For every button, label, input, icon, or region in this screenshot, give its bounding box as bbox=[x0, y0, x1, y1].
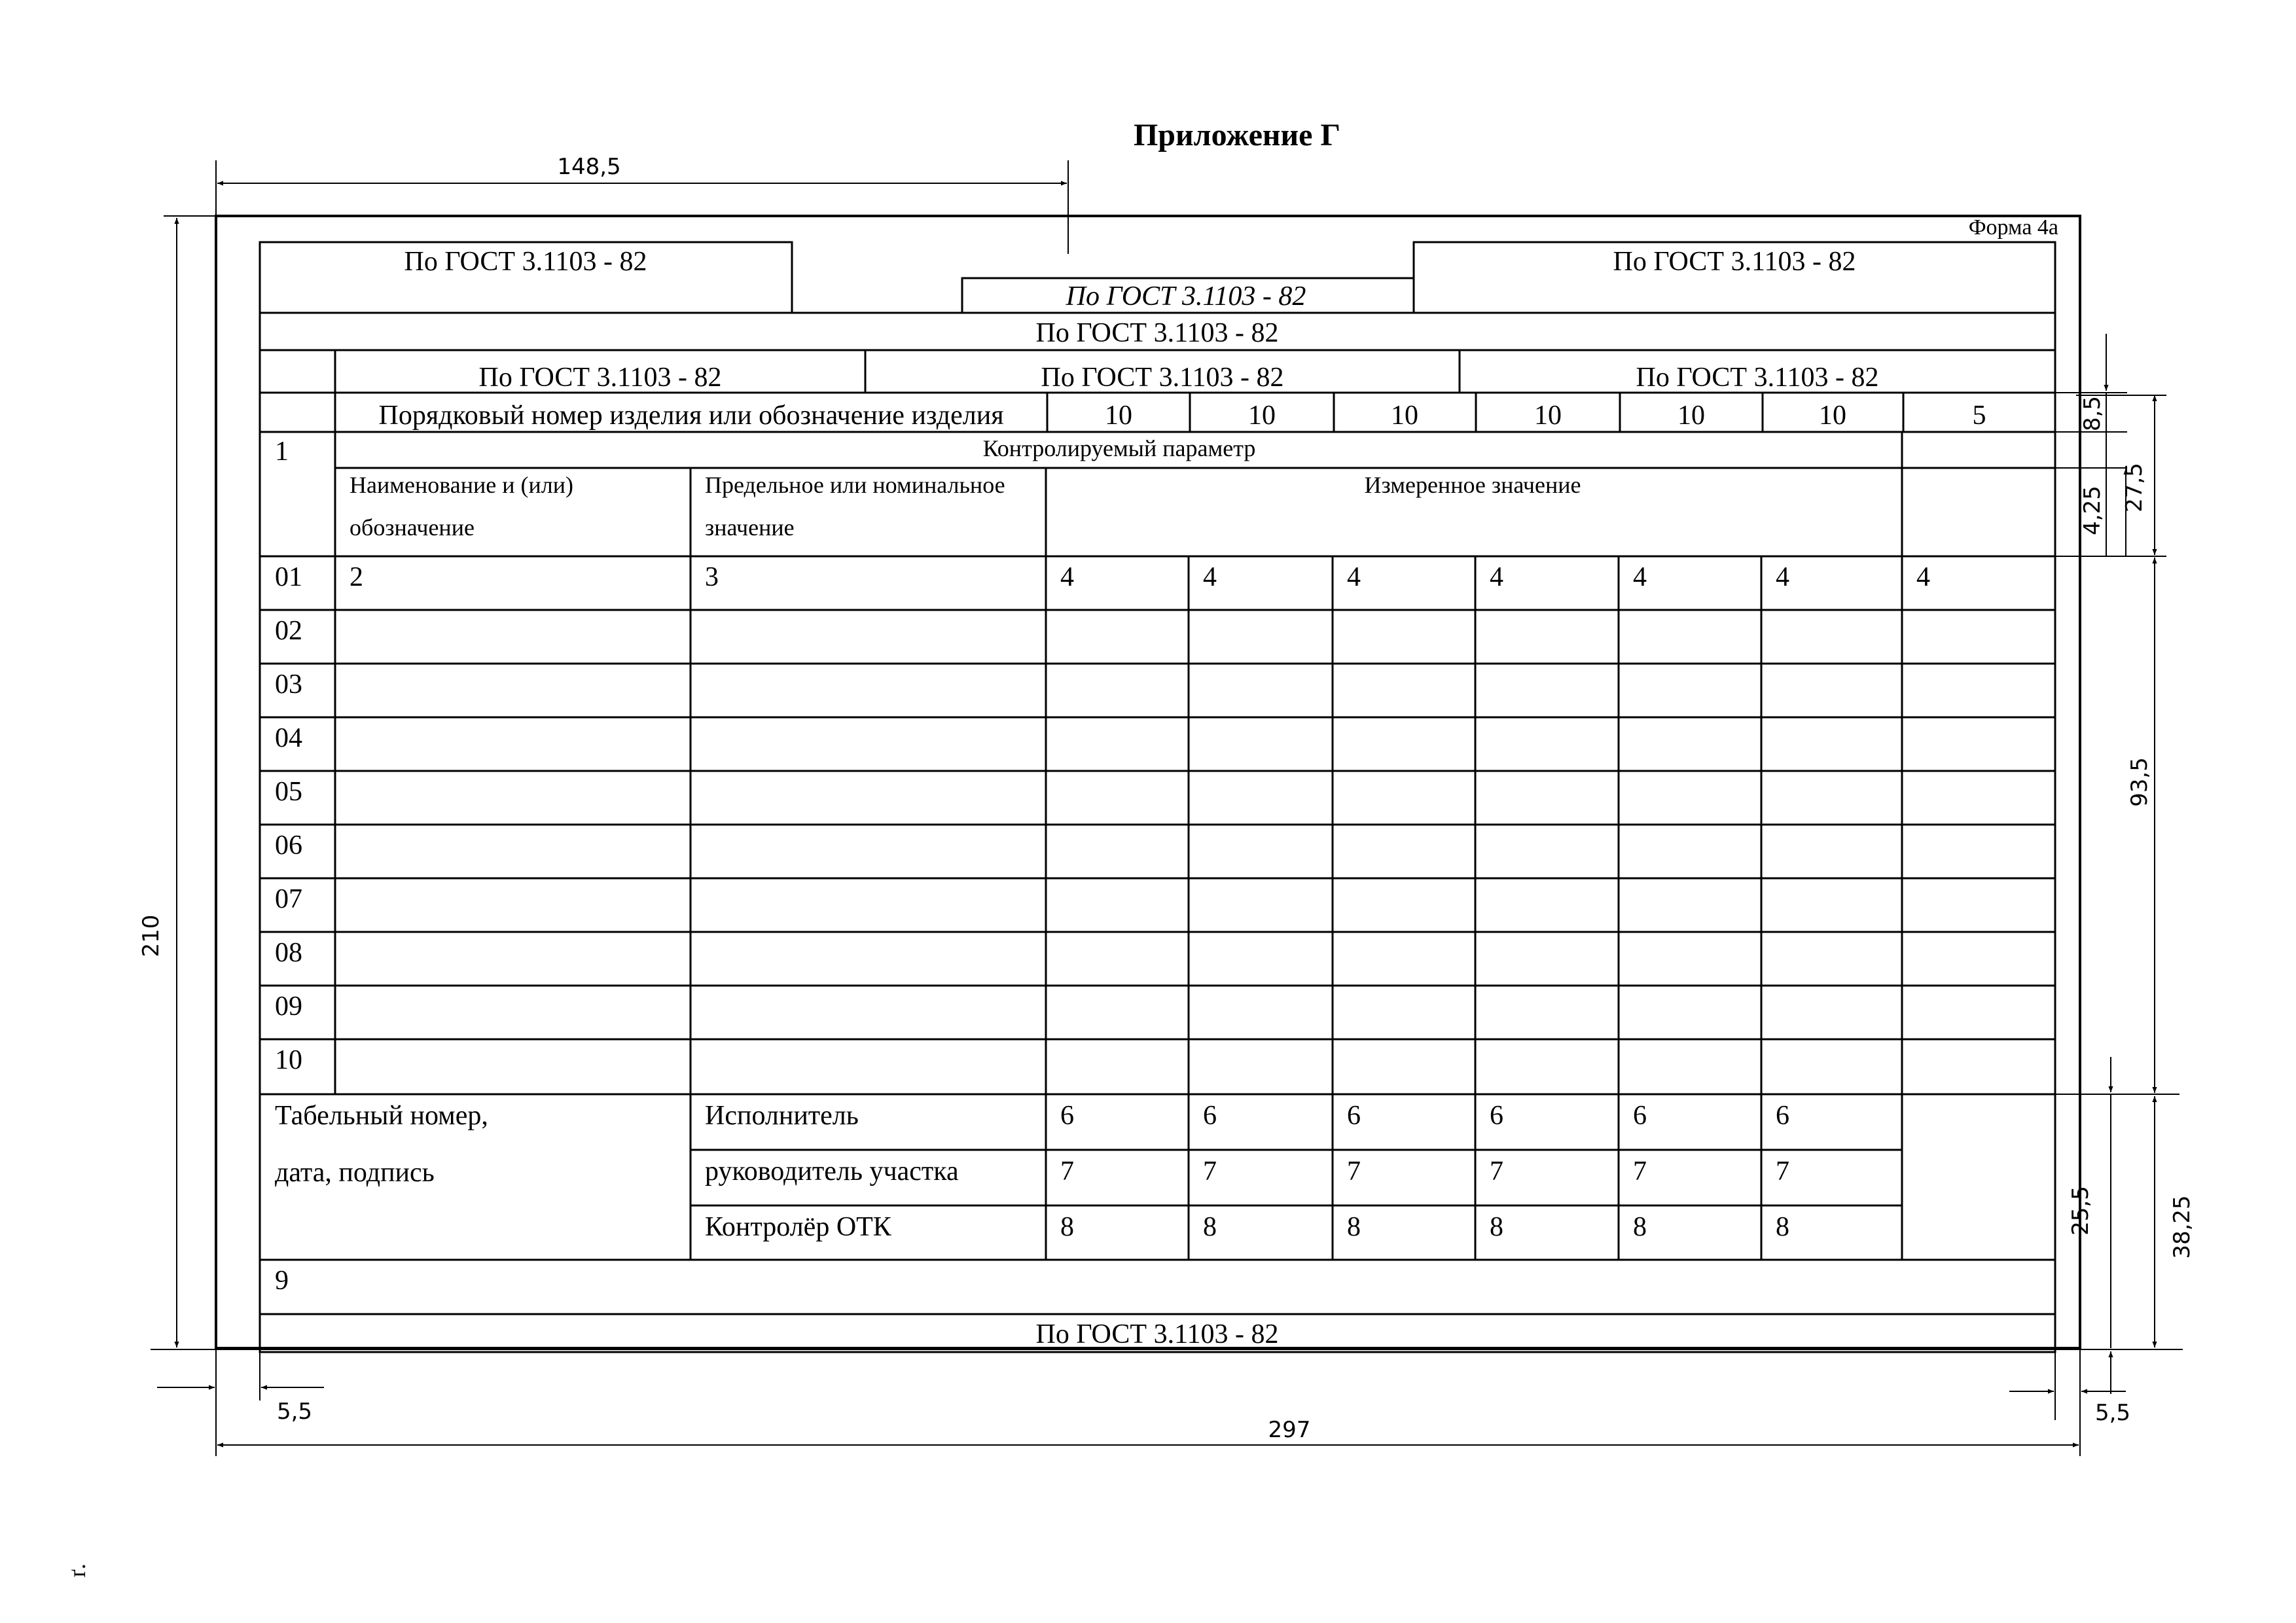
svg-text:6: 6 bbox=[1633, 1101, 1647, 1131]
row-label-07: 07 bbox=[275, 884, 302, 914]
col-width-5: 10 bbox=[1677, 401, 1705, 431]
dim-margin-right: 5,5 bbox=[2094, 1400, 2131, 1426]
first-row-measured-6: 4 bbox=[1776, 562, 1789, 592]
product-row-label: Порядковый номер изделия или обозначение изделия bbox=[378, 401, 1004, 431]
row-label-09: 09 bbox=[275, 991, 302, 1022]
dim-header-h2: 4,25 bbox=[2079, 486, 2106, 535]
dim-header-total: 27,5 bbox=[2121, 463, 2147, 512]
qc-inspector-values bbox=[1060, 1212, 1789, 1242]
gost-top-right: По ГОСТ 3.1103 - 82 bbox=[1613, 247, 1856, 277]
controlled-param-header: Контролируемый параметр bbox=[982, 435, 1256, 461]
data-grid bbox=[260, 556, 2055, 1094]
row-label-08: 08 bbox=[275, 938, 302, 968]
row-label-05: 05 bbox=[275, 777, 302, 807]
svg-text:6: 6 bbox=[1776, 1101, 1789, 1131]
gost-top-center: По ГОСТ 3.1103 - 82 bbox=[1066, 281, 1306, 312]
role-executor: Исполнитель bbox=[705, 1101, 859, 1131]
site-manager-values bbox=[1060, 1156, 1789, 1186]
row-label-02: 02 bbox=[275, 616, 302, 646]
gost-top-left: По ГОСТ 3.1103 - 82 bbox=[404, 247, 647, 277]
executor-values bbox=[1060, 1101, 1789, 1131]
form-label: Форма 4а bbox=[1968, 215, 2058, 240]
stray-mark: ґ. bbox=[64, 1563, 90, 1578]
svg-text:6: 6 bbox=[1490, 1101, 1503, 1131]
svg-text:7: 7 bbox=[1347, 1156, 1361, 1186]
svg-text:7: 7 bbox=[1203, 1156, 1217, 1186]
gost-cell-right: По ГОСТ 3.1103 - 82 bbox=[1636, 363, 1879, 393]
svg-text:8: 8 bbox=[1347, 1212, 1361, 1242]
row-label-04: 04 bbox=[275, 723, 302, 753]
first-row-measured-4: 4 bbox=[1490, 562, 1503, 592]
gost-cell-left: По ГОСТ 3.1103 - 82 bbox=[478, 363, 722, 393]
dim-margin-left: 5,5 bbox=[276, 1399, 313, 1425]
first-row-measured-2: 4 bbox=[1203, 562, 1217, 592]
col-width-6: 10 bbox=[1819, 401, 1846, 431]
row-label-01: 01 bbox=[275, 562, 302, 592]
svg-text:8: 8 bbox=[1633, 1212, 1647, 1242]
first-row-measured-1: 4 bbox=[1060, 562, 1074, 592]
gost-row-1: По ГОСТ 3.1103 - 82 bbox=[1035, 318, 1279, 348]
svg-text:8: 8 bbox=[1490, 1212, 1503, 1242]
dim-total-height: 210 bbox=[138, 914, 164, 957]
dim-top-width: 148,5 bbox=[557, 154, 621, 180]
first-row-measured-3: 4 bbox=[1347, 562, 1361, 592]
row-label-06: 06 bbox=[275, 830, 302, 861]
row-label-03: 03 bbox=[275, 669, 302, 700]
svg-text:6: 6 bbox=[1347, 1101, 1361, 1131]
role-qc-inspector: Контролёр ОТК bbox=[705, 1212, 891, 1242]
row-label-10: 10 bbox=[275, 1045, 302, 1075]
name-header-line2: обозначение bbox=[350, 514, 475, 541]
measured-value-header: Измеренное значение bbox=[1364, 472, 1581, 498]
svg-text:6: 6 bbox=[1060, 1101, 1074, 1131]
dim-footer-total: 38,25 bbox=[2169, 1195, 2195, 1259]
svg-text:6: 6 bbox=[1203, 1101, 1217, 1131]
svg-text:8: 8 bbox=[1203, 1212, 1217, 1242]
page-title: Приложение Г bbox=[1133, 118, 1341, 152]
gost-cell-center: По ГОСТ 3.1103 - 82 bbox=[1041, 363, 1284, 393]
signature-label-line1: Табельный номер, bbox=[275, 1101, 488, 1131]
col-width-7: 5 bbox=[1972, 401, 1986, 431]
limit-header-line2: значение bbox=[705, 514, 795, 541]
name-header-line1: Наименование и (или) bbox=[350, 472, 574, 498]
svg-text:7: 7 bbox=[1060, 1156, 1074, 1186]
dim-total-width: 297 bbox=[1268, 1417, 1311, 1443]
dim-header-h1: 8,5 bbox=[2079, 395, 2106, 432]
svg-text:7: 7 bbox=[1490, 1156, 1503, 1186]
first-row-measured-7: 4 bbox=[1916, 562, 1930, 592]
footer-marker: 9 bbox=[275, 1266, 289, 1296]
limit-header-line1: Предельное или номинальное bbox=[705, 472, 1005, 498]
gost-footer: По ГОСТ 3.1103 - 82 bbox=[1035, 1319, 1279, 1349]
dim-body-height: 93,5 bbox=[2126, 757, 2153, 807]
svg-text:7: 7 bbox=[1633, 1156, 1647, 1186]
first-row-measured-5: 4 bbox=[1633, 562, 1647, 592]
svg-text:8: 8 bbox=[1776, 1212, 1789, 1242]
dim-footer-inner: 25,5 bbox=[2068, 1186, 2094, 1236]
svg-text:8: 8 bbox=[1060, 1212, 1074, 1242]
col-width-1: 10 bbox=[1105, 401, 1132, 431]
first-row-name: 2 bbox=[350, 562, 363, 592]
signature-label-line2: дата, подпись bbox=[275, 1158, 435, 1188]
col-width-4: 10 bbox=[1534, 401, 1562, 431]
svg-text:7: 7 bbox=[1776, 1156, 1789, 1186]
col-width-2: 10 bbox=[1248, 401, 1276, 431]
col-width-3: 10 bbox=[1391, 401, 1418, 431]
role-site-manager: руководитель участка bbox=[705, 1156, 959, 1186]
first-row-limit: 3 bbox=[705, 562, 719, 592]
row-marker-1: 1 bbox=[275, 437, 289, 467]
